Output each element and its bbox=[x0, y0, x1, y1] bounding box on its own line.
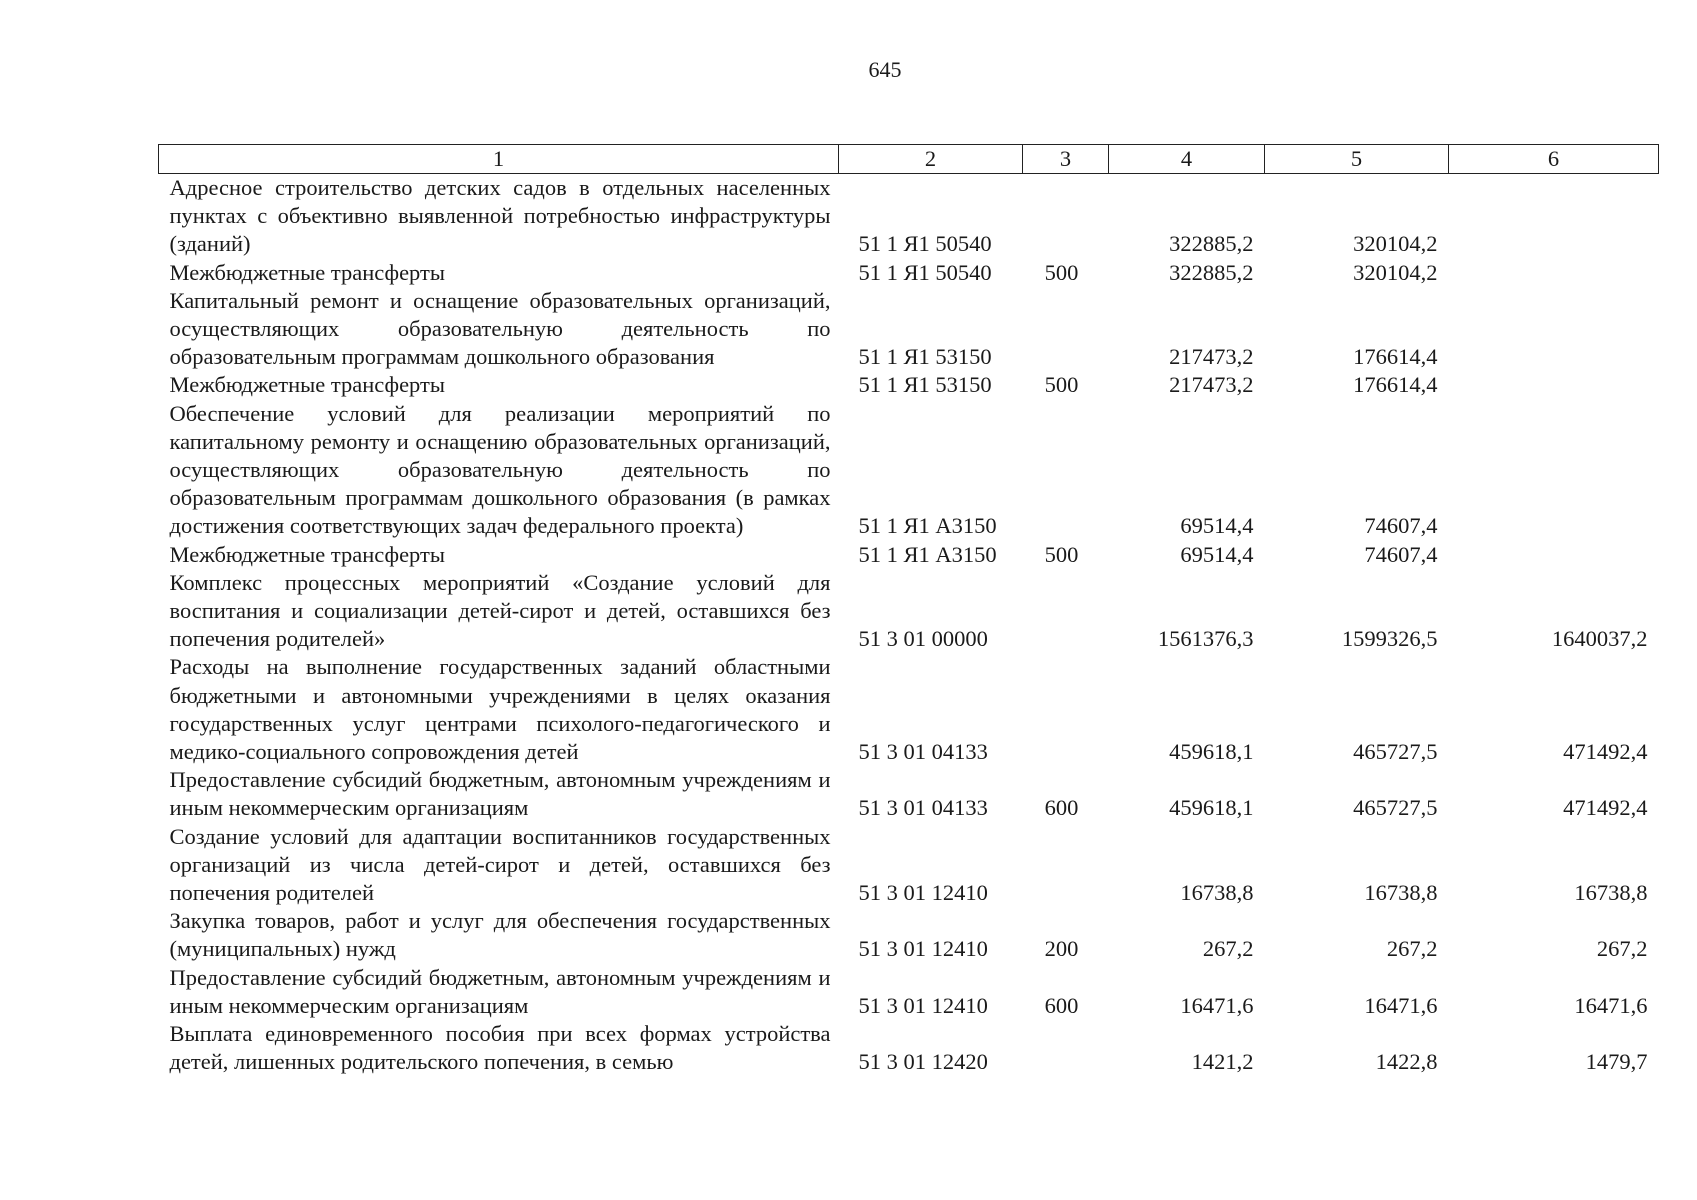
table-header bbox=[159, 145, 1659, 174]
row-amount-year-2: 16738,8 bbox=[1364, 880, 1438, 906]
row-amount-year-2: 74607,4 bbox=[1364, 541, 1438, 567]
table-row bbox=[159, 766, 1659, 822]
row-expense-type bbox=[1023, 653, 1109, 766]
row-name: Адресное строительство детских садов в отдельных населенных пунктах с объективно выявленной потребностью инфраструктуры (зданий) bbox=[169, 175, 831, 257]
row-code: 51 1 Я1 53150 bbox=[858, 372, 992, 398]
row-code: 51 1 Я1 53150 bbox=[858, 344, 992, 370]
row-amount-year-3 bbox=[1449, 400, 1659, 541]
row-expense-type bbox=[1023, 569, 1109, 654]
row-expense-type bbox=[1023, 823, 1109, 908]
row-name: Комплекс процессных мероприятий «Создание условий для воспитания и социализации детей-сирот и детей, оставшихся без попечения родителей» bbox=[169, 569, 831, 652]
row-amount-year-1: 267,2 bbox=[1202, 936, 1254, 962]
table-row bbox=[159, 964, 1659, 1020]
table-row bbox=[159, 371, 1659, 399]
row-amount-year-2: 176614,4 bbox=[1353, 372, 1438, 398]
row-amount-year-3: 267,2 bbox=[1596, 936, 1648, 962]
row-name: Межбюджетные трансферты bbox=[169, 259, 445, 285]
row-amount-year-3: 1479,7 bbox=[1585, 1049, 1648, 1075]
table-row bbox=[159, 1020, 1659, 1076]
table-row bbox=[159, 653, 1659, 766]
table-row bbox=[159, 259, 1659, 287]
row-amount-year-1: 16738,8 bbox=[1180, 880, 1254, 906]
row-expense-type: 200 bbox=[1044, 936, 1079, 962]
row-amount-year-3 bbox=[1449, 174, 1659, 259]
row-amount-year-3 bbox=[1449, 371, 1659, 399]
table-row bbox=[159, 174, 1659, 259]
table-row bbox=[159, 823, 1659, 908]
row-amount-year-2: 465727,5 bbox=[1353, 795, 1438, 821]
row-amount-year-3 bbox=[1449, 541, 1659, 569]
row-amount-year-2: 176614,4 bbox=[1353, 344, 1438, 370]
row-amount-year-1: 322885,2 bbox=[1169, 259, 1254, 285]
row-expense-type bbox=[1023, 174, 1109, 259]
row-expense-type: 600 bbox=[1044, 992, 1079, 1018]
column-header-5: 5 bbox=[1265, 145, 1449, 174]
column-header-2: 2 bbox=[839, 145, 1023, 174]
row-expense-type: 500 bbox=[1044, 541, 1079, 567]
row-code: 51 3 01 04133 bbox=[858, 739, 988, 765]
table-row bbox=[159, 541, 1659, 569]
row-code: 51 3 01 00000 bbox=[858, 626, 988, 652]
row-amount-year-1: 1421,2 bbox=[1191, 1049, 1254, 1075]
budget-table bbox=[158, 144, 1659, 1077]
row-expense-type bbox=[1023, 287, 1109, 372]
row-amount-year-2: 1422,8 bbox=[1375, 1049, 1438, 1075]
row-name: Обеспечение условий для реализации мероприятий по капитальному ремонту и оснащению образовательных организаций, осуществляющих образовательную деятельность по образовательным программам дошкольного образования (в рамках достижения соответствующих задач федерального проекта) bbox=[169, 400, 831, 539]
row-amount-year-3: 471492,4 bbox=[1563, 739, 1648, 765]
row-code: 51 1 Я1 50540 bbox=[858, 231, 992, 257]
row-amount-year-3 bbox=[1449, 287, 1659, 372]
table-body bbox=[159, 174, 1659, 1077]
row-expense-type: 500 bbox=[1044, 372, 1079, 398]
row-code: 51 3 01 04133 bbox=[858, 795, 988, 821]
row-amount-year-2: 320104,2 bbox=[1353, 259, 1438, 285]
row-code: 51 1 Я1 А3150 bbox=[858, 513, 997, 539]
row-name: Межбюджетные трансферты bbox=[169, 372, 445, 398]
row-expense-type bbox=[1023, 1020, 1109, 1076]
row-name: Закупка товаров, работ и услуг для обеспечения государственных (муниципальных) нужд bbox=[169, 908, 831, 962]
row-name: Выплата единовременного пособия при всех формах устройства детей, лишенных родительского попечения, в семью bbox=[169, 1021, 831, 1075]
row-amount-year-3: 16471,6 bbox=[1574, 992, 1648, 1018]
row-code: 51 3 01 12410 bbox=[858, 992, 988, 1018]
row-amount-year-3 bbox=[1449, 259, 1659, 287]
row-amount-year-2: 16471,6 bbox=[1364, 992, 1438, 1018]
row-amount-year-1: 459618,1 bbox=[1169, 795, 1254, 821]
row-amount-year-1: 217473,2 bbox=[1169, 372, 1254, 398]
row-expense-type bbox=[1023, 400, 1109, 541]
row-expense-type: 600 bbox=[1044, 795, 1079, 821]
column-header-1: 1 bbox=[159, 145, 839, 174]
table-header-row bbox=[159, 145, 1659, 174]
row-code: 51 1 Я1 А3150 bbox=[858, 541, 997, 567]
column-header-6: 6 bbox=[1449, 145, 1659, 174]
row-code: 51 3 01 12410 bbox=[858, 880, 988, 906]
row-code: 51 3 01 12420 bbox=[858, 1049, 988, 1075]
row-name: Расходы на выполнение государственных заданий областными бюджетными и автономными учреждениями в целях оказания государственных услуг центрами психолого-педагогического и медико-социального сопровождения детей bbox=[169, 654, 831, 765]
row-name: Предоставление субсидий бюджетным, автономным учреждениям и иным некоммерческим организациям bbox=[169, 964, 831, 1018]
row-amount-year-3: 16738,8 bbox=[1574, 880, 1648, 906]
row-amount-year-1: 69514,4 bbox=[1180, 513, 1254, 539]
column-header-4: 4 bbox=[1109, 145, 1265, 174]
row-code: 51 3 01 12410 bbox=[858, 936, 988, 962]
row-amount-year-1: 322885,2 bbox=[1169, 231, 1254, 257]
table-row bbox=[159, 569, 1659, 654]
row-code: 51 1 Я1 50540 bbox=[858, 259, 992, 285]
row-amount-year-1: 217473,2 bbox=[1169, 344, 1254, 370]
page-number: 645 bbox=[868, 57, 902, 82]
column-header-3: 3 bbox=[1023, 145, 1109, 174]
row-amount-year-3: 471492,4 bbox=[1563, 795, 1648, 821]
row-expense-type: 500 bbox=[1044, 259, 1079, 285]
row-amount-year-1: 459618,1 bbox=[1169, 739, 1254, 765]
table-row bbox=[159, 400, 1659, 541]
table-row bbox=[159, 287, 1659, 372]
row-amount-year-1: 16471,6 bbox=[1180, 992, 1254, 1018]
row-name: Создание условий для адаптации воспитанников государственных организаций из числа детей-сирот и детей, оставшихся без попечения родителей bbox=[169, 823, 831, 906]
row-name: Капитальный ремонт и оснащение образовательных организаций, осуществляющих образовательную деятельность по образовательным программам дошкольного образования bbox=[169, 287, 831, 370]
row-amount-year-2: 267,2 bbox=[1386, 936, 1438, 962]
row-amount-year-1: 1561376,3 bbox=[1157, 626, 1254, 652]
row-amount-year-3: 1640037,2 bbox=[1551, 626, 1648, 652]
row-amount-year-2: 1599326,5 bbox=[1341, 626, 1438, 652]
table-row bbox=[159, 907, 1659, 963]
row-amount-year-1: 69514,4 bbox=[1180, 541, 1254, 567]
row-amount-year-2: 320104,2 bbox=[1353, 231, 1438, 257]
row-name: Межбюджетные трансферты bbox=[169, 541, 445, 567]
row-name: Предоставление субсидий бюджетным, автономным учреждениям и иным некоммерческим организациям bbox=[169, 767, 831, 821]
row-amount-year-2: 74607,4 bbox=[1364, 513, 1438, 539]
row-amount-year-2: 465727,5 bbox=[1353, 739, 1438, 765]
